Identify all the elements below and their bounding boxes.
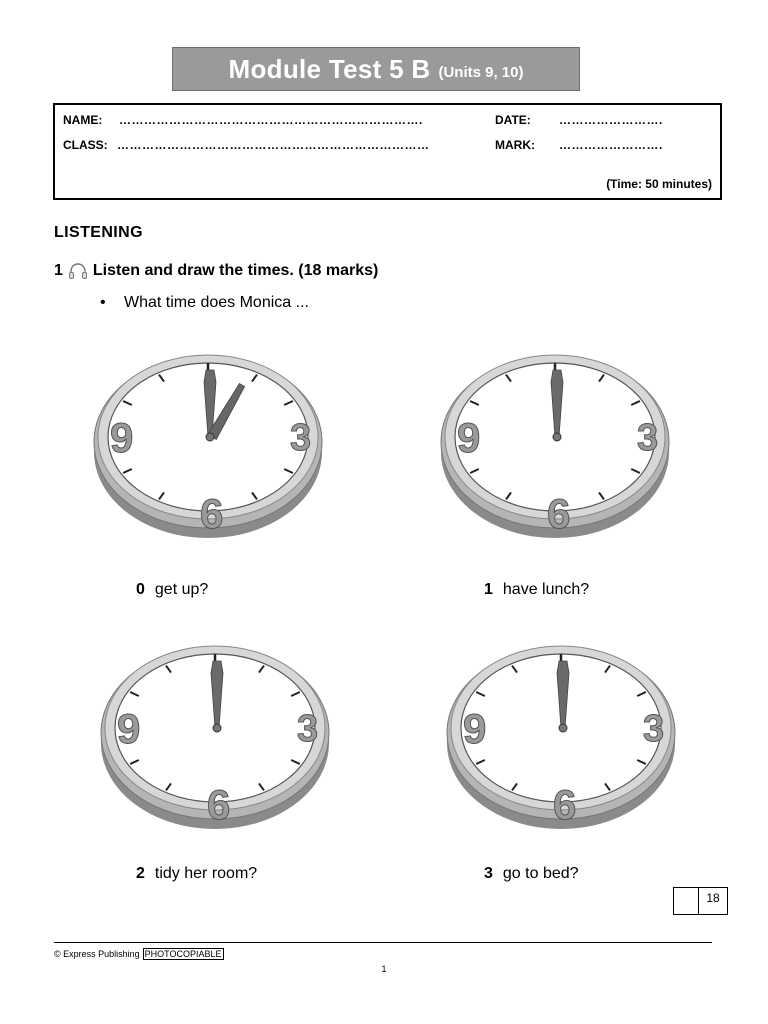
clock-number: 0 [136,581,145,598]
clock-face[interactable] [97,633,337,848]
numeral-6: 6 [200,490,224,537]
clock-caption [136,581,208,599]
student-info-box [53,103,722,200]
numeral-9: 9 [110,414,134,461]
clock-question: tidy her room? [154,865,258,882]
title-banner [172,47,580,91]
time-limit: (Time: 50 minutes) [606,177,712,191]
exercise-instruction: Listen and draw the times. (18 marks) [92,262,379,279]
numeral-3: 3 [637,417,659,459]
score-total: 18 [706,891,720,905]
name-field[interactable]: ………………………………………………………………. [119,113,423,127]
numeral-6: 6 [547,490,571,537]
numeral-3: 3 [297,708,319,750]
mark-field[interactable]: ……………………. [559,138,663,152]
name-label: NAME: [63,113,103,127]
page-number: 1 [381,964,387,974]
numeral-6: 6 [207,781,231,828]
mark-label: MARK: [495,138,535,152]
exercise-heading [54,260,378,282]
units-subtitle: (Units 9, 10) [438,63,524,81]
clock-question: go to bed? [502,865,579,882]
clock-question: have lunch? [502,581,590,598]
class-field[interactable]: ………………………………………………………………… [117,138,430,152]
numeral-9: 9 [463,705,487,752]
score-box [673,887,728,915]
numeral-3: 3 [643,708,665,750]
date-field[interactable]: ……………………. [559,113,663,127]
prompt-text: What time does Monica ... [124,294,309,311]
clock-caption [136,865,257,883]
exercise-number: 1 [54,262,63,279]
headphones-icon [67,260,89,282]
class-label: CLASS: [63,138,108,152]
page-title: Module Test 5 B [228,53,431,84]
footer-copyright [54,949,224,959]
numeral-6: 6 [553,781,577,828]
clock-face[interactable] [90,342,330,557]
date-label: DATE: [495,113,531,127]
footer-divider [54,942,712,943]
photocopiable-label: PHOTOCOPIABLE [144,949,222,959]
numeral-9: 9 [117,705,141,752]
clock-number: 2 [136,865,145,882]
clock-number: 1 [484,581,493,598]
copyright-text: © Express Publishing [54,949,140,959]
clock-face[interactable] [437,342,677,557]
clock-caption [484,581,589,599]
numeral-9: 9 [457,414,481,461]
clock-caption [484,865,579,883]
score-entry[interactable] [674,888,699,914]
clock-face[interactable] [443,633,683,848]
clock-question: get up? [154,581,209,598]
exercise-prompt [100,294,309,312]
clock-number: 3 [484,865,493,882]
numeral-3: 3 [290,417,312,459]
section-title: LISTENING [54,224,143,241]
bullet: • [100,294,106,311]
